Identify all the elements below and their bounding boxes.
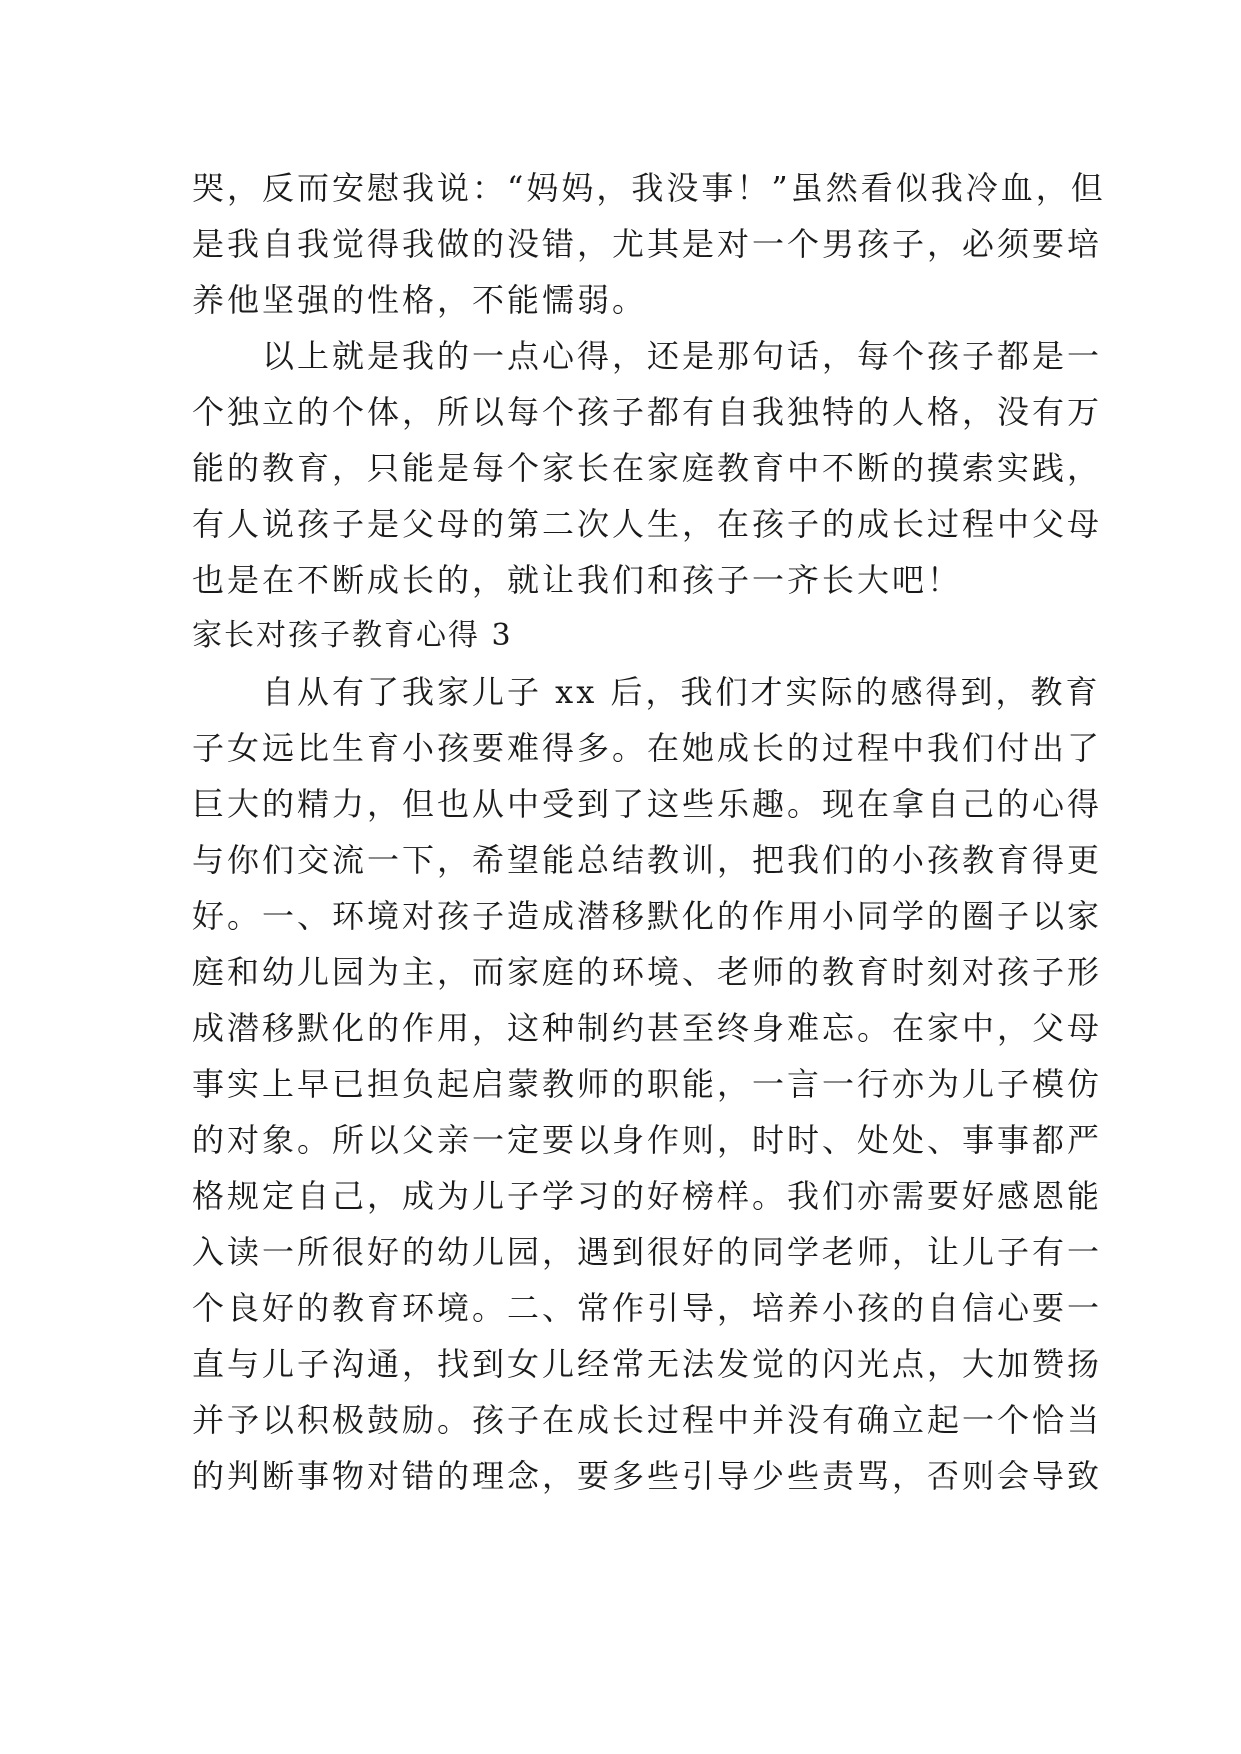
text-line: 并予以积极鼓励。孩子在成长过程中并没有确立起一个恰当 <box>192 1401 1103 1439</box>
text-line: 个独立的个体，所以每个孩子都有自我独特的人格，没有万 <box>192 393 1103 431</box>
text-line: 直与儿子沟通，找到女儿经常无法发觉的闪光点，大加赞扬 <box>192 1345 1103 1383</box>
text-line: 好。一、环境对孩子造成潜移默化的作用小同学的圈子以家 <box>192 897 1103 935</box>
text-line: 巨大的精力，但也从中受到了这些乐趣。现在拿自己的心得 <box>192 785 1103 823</box>
text-line: 也是在不断成长的，就让我们和孩子一齐长大吧！ <box>192 561 963 599</box>
paragraph-main <box>192 664 1103 1504</box>
text-line: 养他坚强的性格，不能懦弱。 <box>192 281 648 319</box>
section-heading: 家长对孩子教育心得 3 <box>192 618 513 653</box>
text-line: 与你们交流一下，希望能总结教训，把我们的小孩教育得更 <box>192 841 1103 879</box>
text-line: 成潜移默化的作用，这种制约甚至终身难忘。在家中，父母 <box>192 1009 1103 1047</box>
paragraph-summary <box>192 328 1103 608</box>
text-line: 的对象。所以父亲一定要以身作则，时时、处处、事事都严 <box>192 1121 1103 1159</box>
paragraph-continuation <box>192 160 1106 328</box>
text-line: 哭，反而安慰我说：“妈妈，我没事！”虽然看似我冷血，但 <box>192 169 1106 207</box>
text-line: 是我自我觉得我做的没错，尤其是对一个男孩子，必须要培 <box>192 225 1103 263</box>
text-line: 事实上早已担负起启蒙教师的职能，一言一行亦为儿子模仿 <box>192 1065 1103 1103</box>
text-line: 以上就是我的一点心得，还是那句话，每个孩子都是一 <box>262 337 1103 375</box>
text-line: 自从有了我家儿子 xx 后，我们才实际的感得到，教育 <box>262 673 1101 711</box>
text-line: 格规定自己，成为儿子学习的好榜样。我们亦需要好感恩能 <box>192 1177 1103 1215</box>
text-line: 庭和幼儿园为主，而家庭的环境、老师的教育时刻对孩子形 <box>192 953 1103 991</box>
text-line: 有人说孩子是父母的第二次人生，在孩子的成长过程中父母 <box>192 505 1103 543</box>
text-line: 入读一所很好的幼儿园，遇到很好的同学老师，让儿子有一 <box>192 1233 1103 1271</box>
document-body <box>192 160 1106 1504</box>
text-line: 个良好的教育环境。二、常作引导，培养小孩的自信心要一 <box>192 1289 1103 1327</box>
text-line: 的判断事物对错的理念，要多些引导少些责骂，否则会导致 <box>192 1457 1103 1495</box>
text-line: 能的教育，只能是每个家长在家庭教育中不断的摸索实践， <box>192 449 1103 487</box>
text-line: 子女远比生育小孩要难得多。在她成长的过程中我们付出了 <box>192 729 1103 767</box>
